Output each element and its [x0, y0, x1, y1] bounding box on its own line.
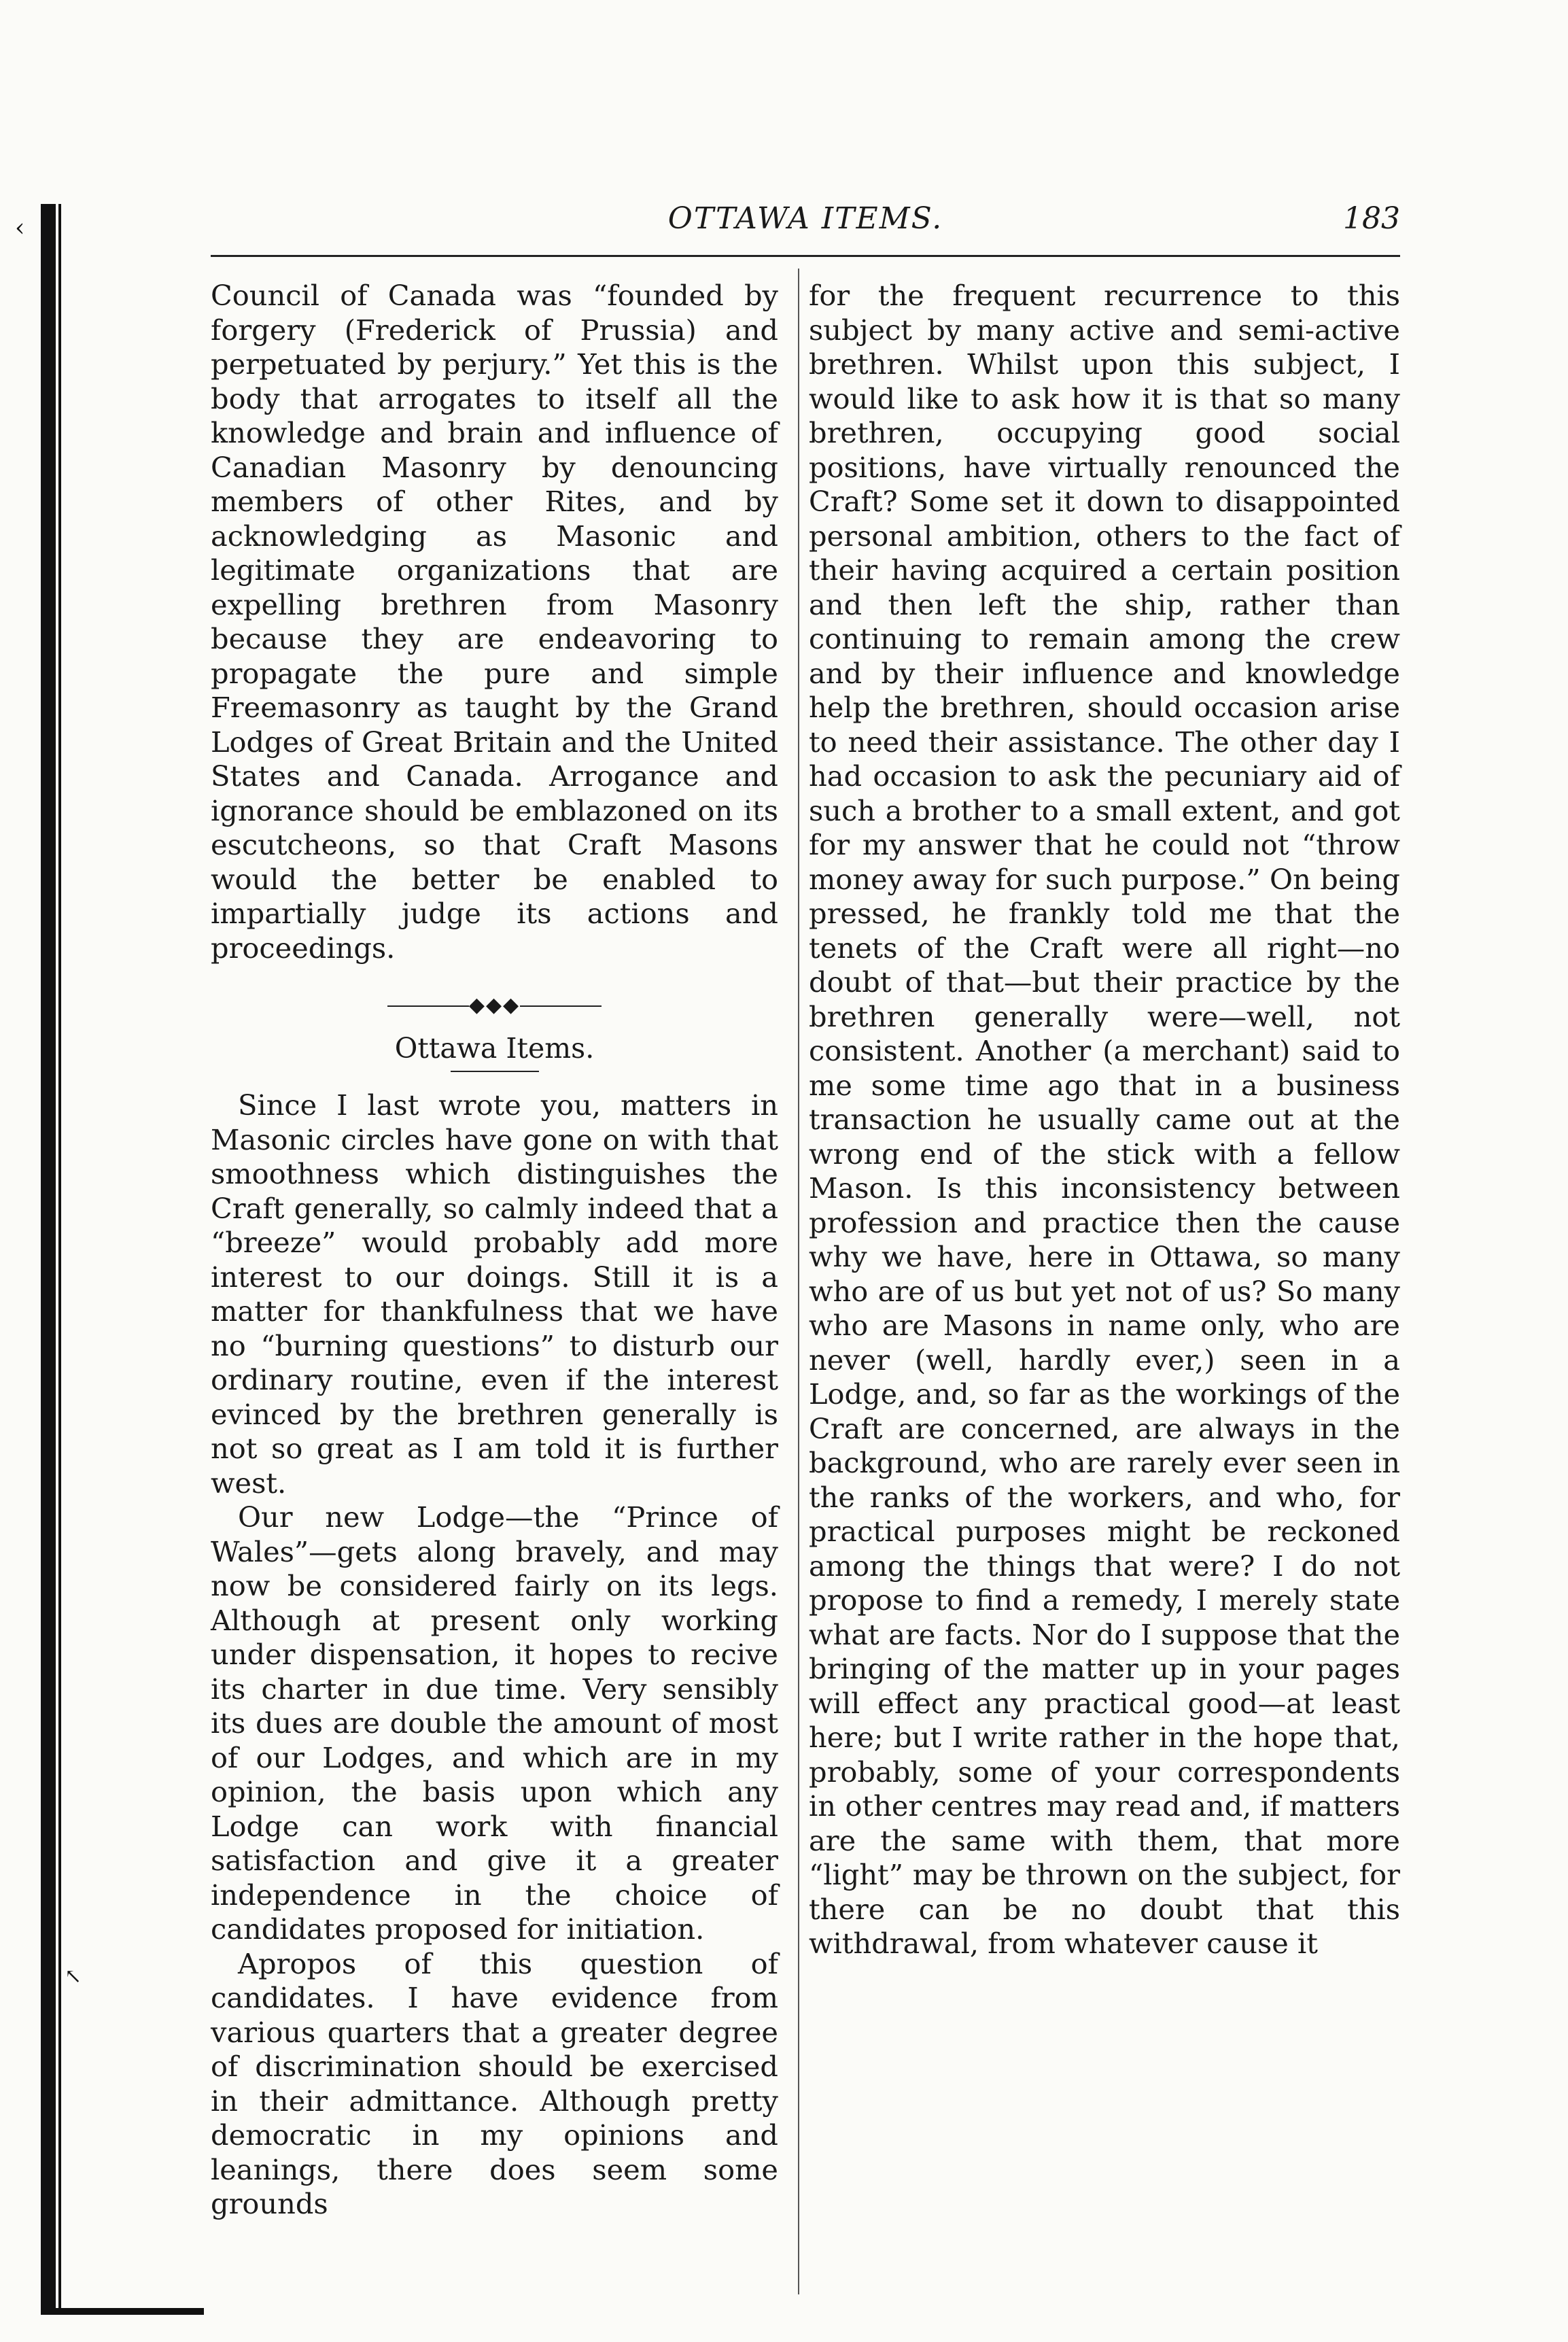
margin-arrow-icon: ‹ — [15, 214, 25, 242]
section-ornament: ◆◆◆ — [211, 988, 778, 1023]
column-divider — [798, 269, 799, 2294]
section-title: Ottawa Items. — [394, 1031, 595, 1065]
left-column — [211, 279, 778, 2222]
binding-edge — [41, 204, 56, 2315]
left-paragraph-3: Our new Lodge—the “Prince of Wales”—gets along bravely, and may now be considered fairly on its legs. Although at present only working under dispensation, it hopes to recive its charter in due time. Very sensibly its dues are double the amount of most of our Lodges, and which are in my opinion, the basis upon which any Lodge can work with financial satisfaction and give it a greater independence in the choice of candidates proposed for initiation. — [211, 1500, 778, 1946]
section-title-rule — [451, 1071, 539, 1072]
page-number: 183 — [1343, 201, 1400, 236]
header-rule — [211, 255, 1400, 257]
left-paragraph-4: Apropos of this question of candidates. I have evidence from various quarters that a greater degree of discrimination should be exercised in their admittance. Although pretty democratic in my opinions and leanings, there does seem some grounds — [211, 1946, 778, 2220]
right-column — [809, 279, 1400, 1961]
left-paragraph-1: Council of Canada was “founded by forgery (Frederick of Prussia) and perpetuated by perjury.” Yet this is the body that arrogates to itself all the knowledge and brain and influence of Canadian Masonry by denouncing members of other Rites, and by acknowledging as Masonic and legitimate organizations that are expelling brethren from Masonry because they are endeavoring to propagate the pure and simple Freemasonry as taught by the Grand Lodges of Great Britain and the United States and Canada. Arrogance and ignorance should be emblazoned on its escutcheons, so that Craft Masons would the better be enabled to impartially judge its actions and proceedings. — [211, 279, 778, 965]
binding-bottom — [41, 2308, 204, 2315]
page-header — [211, 201, 1400, 242]
right-paragraph-1: for the frequent recurrence to this subject by many active and semi-active brethren. Whilst upon this subject, I would like to ask how it is that so many brethren, occupying good social positions, have virtually renounced the Craft? Some set it down to disappointed personal ambition, others to the fact of their having acquired a certain position and then left the ship, rather than continuing to remain among the crew and by their influence and knowledge help the brethren, should occasion arise to need their assistance. The other day I had occasion to ask the pecuniary aid of such a brother to a small extent, and got for my answer that he could not “throw money away for such purpose.” On being pressed, he frankly told me that the tenets of the Craft were all right—no doubt of that—but their practice by the brethren generally were—well, not consistent. Another (a merchant) said to me some time ago that in a business transaction he usually came out at the wrong end of the stick with a fellow Mason. Is this inconsistency between profession and practice then the cause why we have, here in Ottawa, so many who are of us but yet not of us? So many who are Masons in name only, who are never (well, hardly ever,) seen in a Lodge, and, so far as the workings of the Craft are concerned, are always in the background, who are rarely ever seen in the ranks of the workers, and who, for practical purposes might be reckoned among the things that were? I do not propose to find a remedy, I merely state what are facts. Nor do I suppose that the bringing of the matter up in your pages will effect any practical good—at least here; but I write rather in the hope that, probably, some of your correspondents in other centres may read and, if matters are the same with them, that more “light” may be thrown on the subject, for there can be no doubt that this withdrawal, from whatever cause it — [809, 279, 1400, 1960]
left-paragraph-2: Since I last wrote you, matters in Masonic circles have gone on with that smoothness which distinguishes the Craft generally, so calmly indeed that a “breeze” would probably add more interest to our doings. Still it is a matter for thankfulness that we have no “burning questions” to disturb our ordinary routine, even if the interest evinced by the brethren generally is not so great as I am told it is further west. — [211, 1088, 778, 1500]
binding-edge-line — [58, 204, 61, 2315]
margin-arrow-icon-2: ↖ — [65, 1965, 82, 1988]
running-head: OTTAWA ITEMS. — [667, 201, 943, 236]
